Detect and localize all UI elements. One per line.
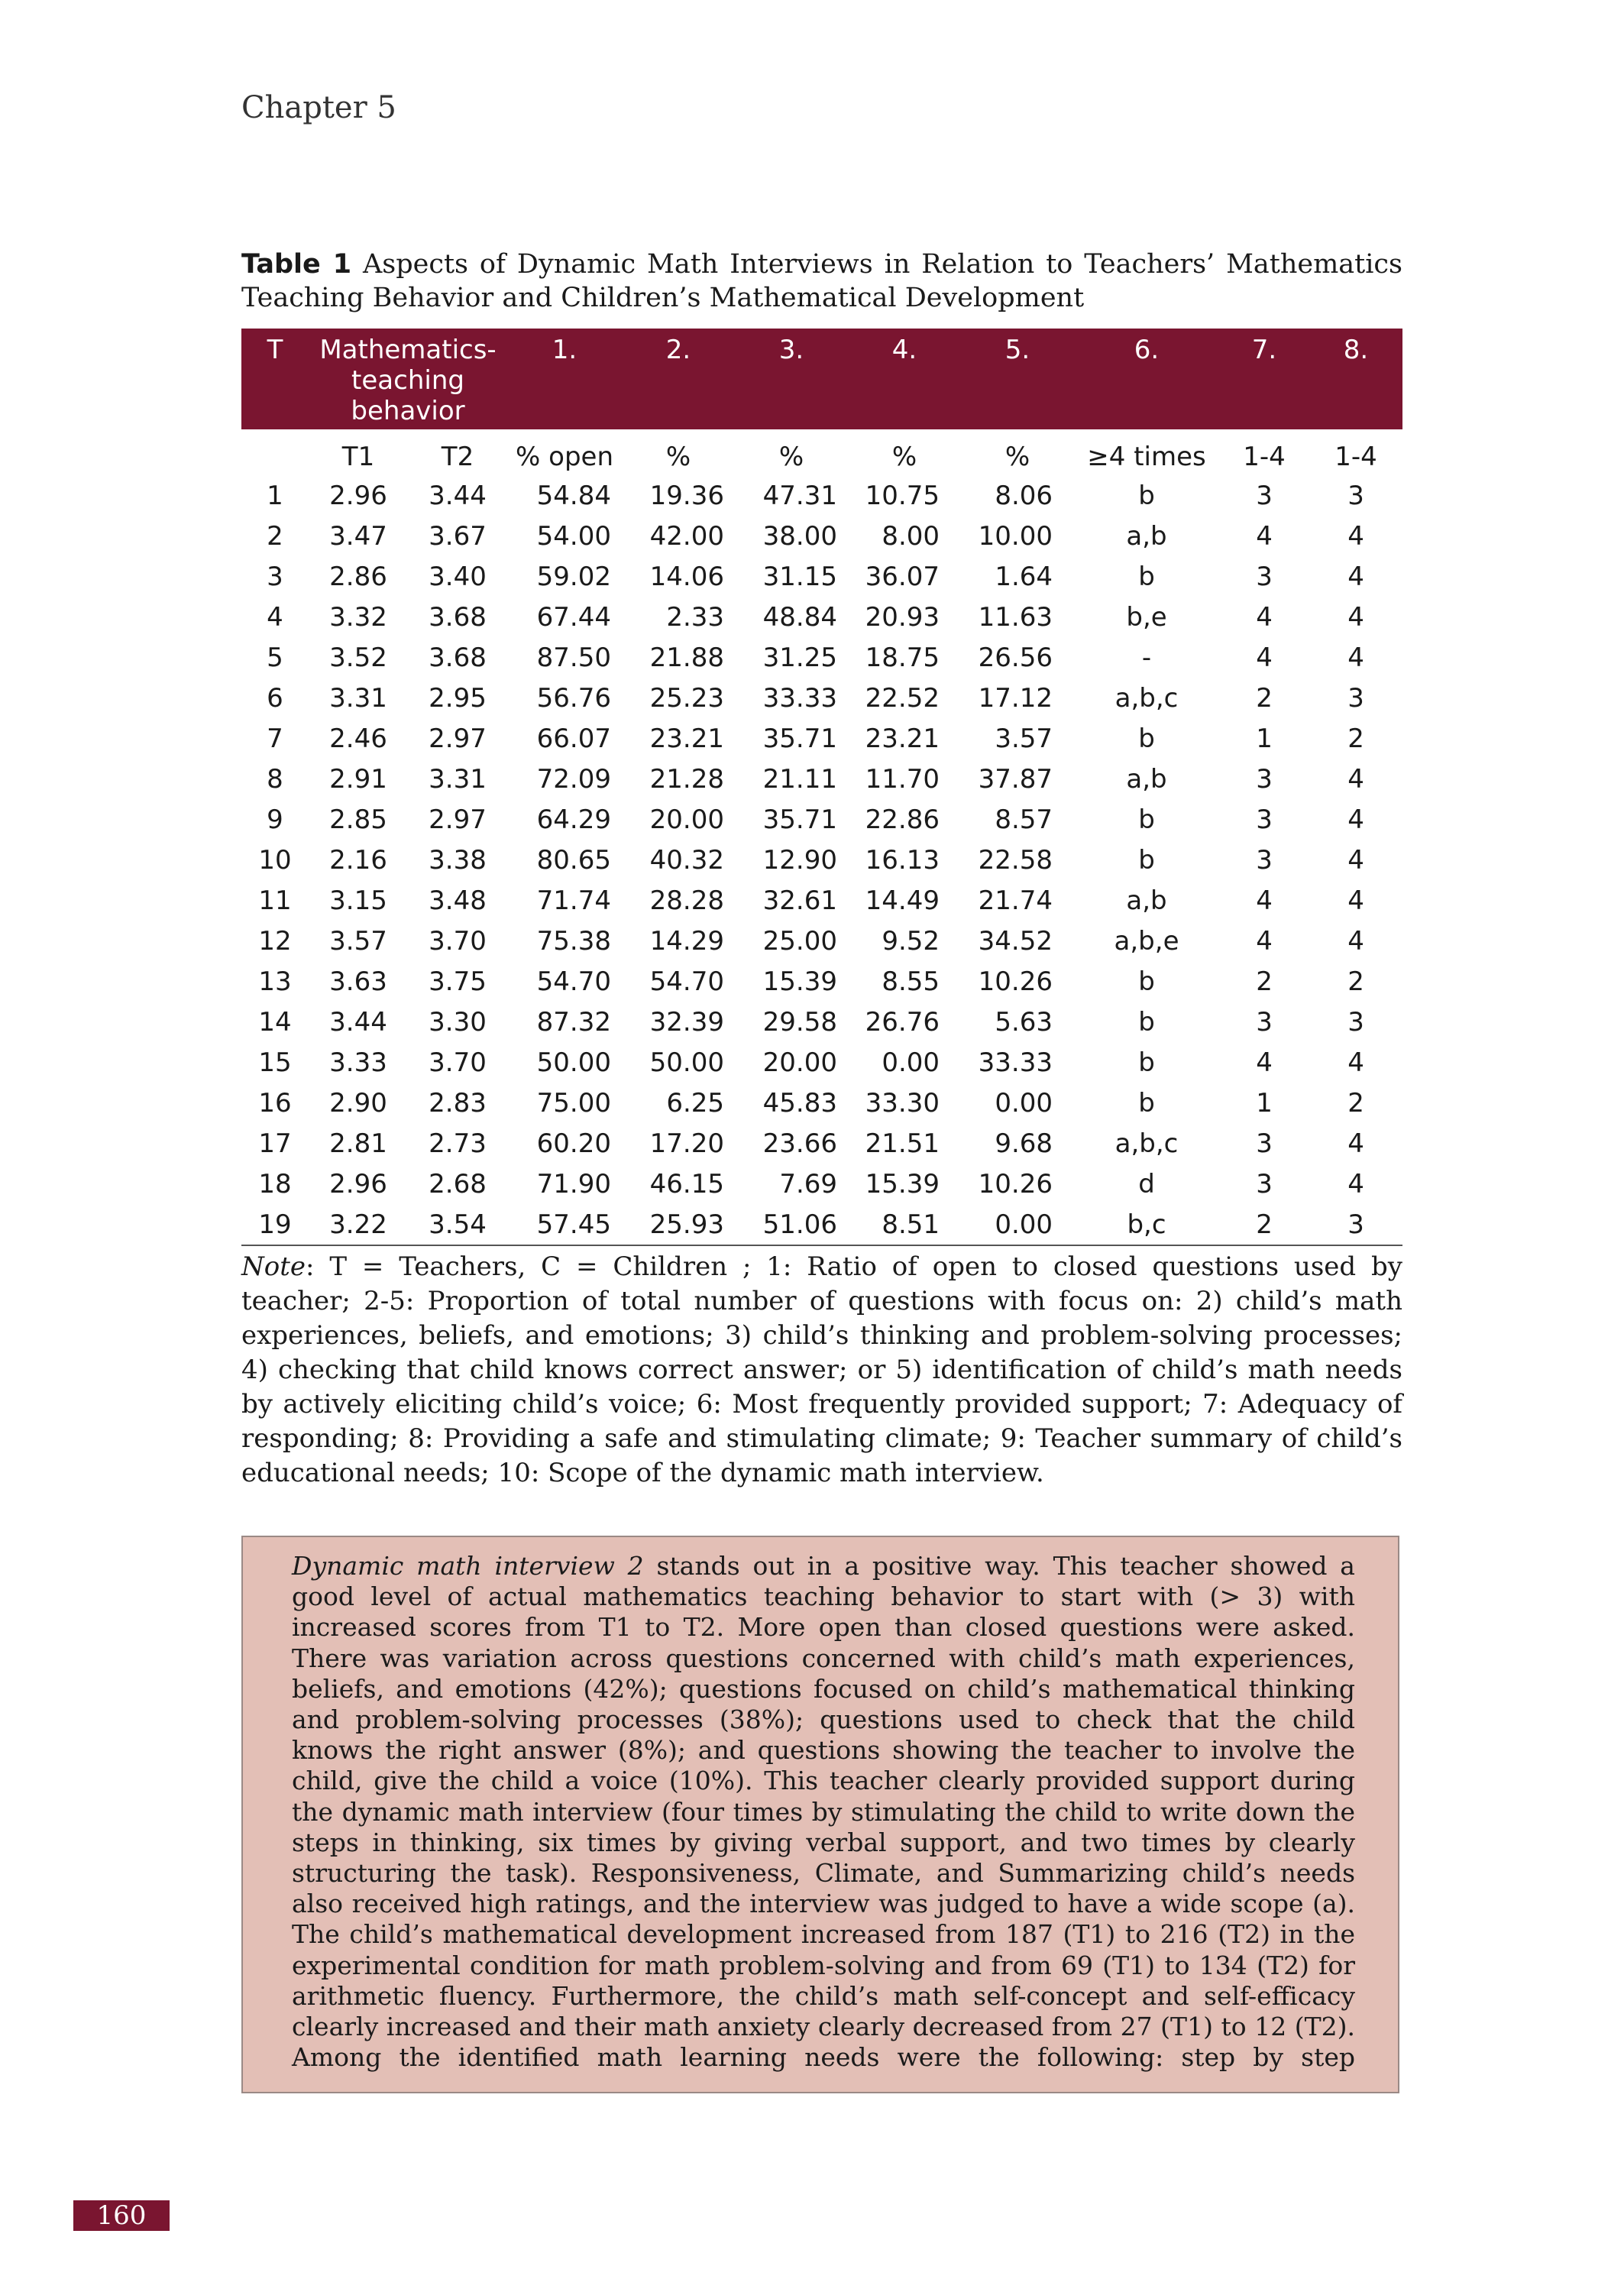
table-cell: 3.31 [429,763,487,795]
table-cell: 4 [1347,763,1364,795]
table-cell: 5 [267,642,283,673]
table-cell: 28.28 [649,885,725,916]
table-row [241,637,1402,678]
case-box-text [292,1551,1355,2073]
table-cell: 4 [1347,925,1364,957]
table-cell: a,b,e [1114,925,1179,957]
table-cell: 14.29 [649,925,725,957]
table-cell: 54.70 [536,966,612,997]
header-cell: 8. [1309,329,1402,429]
table-cell: 14 [258,1006,292,1038]
table-cell: 9.68 [995,1128,1053,1159]
table-cell: 3.48 [429,885,487,916]
table-cell: 3 [1256,1168,1273,1199]
table-cell: 7.69 [779,1168,838,1199]
table-cell: 37.87 [978,763,1053,795]
table-cell: 8.55 [882,966,940,997]
table-cell: 23.21 [865,723,940,754]
table-cell: 2.91 [329,763,387,795]
table-cell: a,b,c [1114,1128,1179,1159]
table-cell: 3.32 [329,601,387,633]
subheader-cell: % [778,442,804,472]
table-cell: 15.39 [762,966,838,997]
case-box-body: stands out in a positive way. This teacher showed a good level of actual mathematics teaching behavior to start with (> 3) with increased scores from T1 to T2. More open than closed questions were asked. There was variation across questions concerned with child’s math experiences, beliefs, and emotions (42%); questions focused on child’s mathematical thinking and problem-solving processes (38%); questions used to check that the child knows the right answer (8%); and questions showing the teacher to involve the child, give the child a voice (10%). This teacher clearly provided support during the dynamic math interview (four times by stimulating the child to write down the steps in thinking, six times by giving verbal support, and two times by clearly structuring the task). Responsiveness, Climate, and Summarizing child’s needs also received high ratings, and the interview was judged to have a wide scope (a). The child’s mathematical development increased from 187 (T1) to 216 (T2) in the experimental condition for math problem-solving and from 69 (T1) to 134 (T2) for arithmetic fluency. Furthermore, the child’s math self-concept and self-efficacy clearly increased and their math anxiety clearly decreased from 27 (T1) to 12 (T2). Among the identified math learning needs were the following: step by step [292,1551,1355,2073]
table-cell: 67.44 [536,601,612,633]
table-cell: 54.84 [536,480,612,511]
table-cell: 2 [1256,966,1273,997]
table-row [241,759,1402,799]
table-cell: 1 [1256,723,1273,754]
table-cell: 71.74 [536,885,612,916]
table-cell: 3.68 [429,601,487,633]
table-cell: 3.44 [429,480,487,511]
table-cell: b [1138,1047,1155,1078]
table-cell: 71.90 [536,1168,612,1199]
table-cell: 4 [1347,885,1364,916]
table-cell: 14.06 [649,561,725,592]
subheader-cell: 1-4 [1334,442,1377,472]
subheader-cell: T2 [441,442,474,472]
table-cell: 2 [1347,1087,1364,1118]
table-cell: 18.75 [865,642,940,673]
table-cell: 2.97 [429,723,487,754]
table-cell: 26.56 [978,642,1053,673]
table-cell: 13 [258,966,292,997]
table-row [241,475,1402,516]
table-cell: 2.85 [329,804,387,835]
table-cell: 45.83 [762,1087,838,1118]
table-cell: 15.39 [865,1168,940,1199]
subheader-cell: % [665,442,691,472]
table-cell: 3 [1256,804,1273,835]
table-cell: 4 [1347,601,1364,633]
table-cell: 3 [1347,682,1364,714]
table-cell: 3.57 [329,925,387,957]
table-cell: 20.93 [865,601,940,633]
table-cell: b [1138,804,1155,835]
table-cell: 3.63 [329,966,387,997]
table-cell: 31.15 [762,561,838,592]
table-cell: 3 [1256,561,1273,592]
table-cell: 16 [258,1087,292,1118]
table-cell: 48.84 [762,601,838,633]
table-cell: 57.45 [507,1204,622,1245]
table-cell: 54.70 [649,966,725,997]
table-row [241,1083,1402,1123]
header-cell: 6. [1074,329,1219,429]
table-cell: 3.38 [429,844,487,876]
table-cell: 2.83 [429,1087,487,1118]
table-cell: 3 [1256,1128,1273,1159]
table-cell: 3 [1347,480,1364,511]
table-cell: 3.47 [329,520,387,552]
table-cell: 4 [1256,642,1273,673]
table-cell: 14.49 [865,885,940,916]
table-cell: 4 [1256,925,1273,957]
table-cell: 8.51 [848,1204,961,1245]
table-cell: 3 [1256,1006,1273,1038]
header-cell: 1. [507,329,622,429]
header-cell: 2. [622,329,735,429]
table-cell: 1 [267,480,283,511]
table-cell: b [1138,1087,1155,1118]
table-cell: 10.75 [865,480,940,511]
table-cell: b [1138,723,1155,754]
table-cell: 0.00 [995,1087,1053,1118]
table-cell: 4 [1256,1047,1273,1078]
table-cell: 5.63 [995,1006,1053,1038]
table-cell: 23.21 [649,723,725,754]
table-cell: 2 [267,520,283,552]
table-cell: 7 [267,723,283,754]
table-cell: 32.61 [762,885,838,916]
header-cell: Mathematics-teaching behavior [309,329,507,429]
table-cell: 4 [1347,804,1364,835]
table-row [241,921,1402,961]
table-cell: 4 [1256,601,1273,633]
table-cell: 12 [258,925,292,957]
table-cell: 0.00 [882,1047,940,1078]
table-cell: 21.51 [865,1128,940,1159]
table-cell: 36.07 [865,561,940,592]
subheader-cell: % [1004,442,1030,472]
table-cell: 59.02 [536,561,612,592]
table-cell: 22.52 [865,682,940,714]
table-cell: 9 [267,804,283,835]
table-cell: 31.25 [762,642,838,673]
table-cell: 34.52 [978,925,1053,957]
note-label: Note [241,1251,306,1282]
table-cell: 1.64 [995,561,1053,592]
case-box [241,1536,1399,2093]
table-cell: 3.75 [429,966,487,997]
table-cell: 2.86 [329,561,387,592]
table-cell: 19 [241,1204,309,1245]
table-cell: 8.00 [882,520,940,552]
table-cell: 3.68 [429,642,487,673]
table-cell: 25.00 [762,925,838,957]
table-cell: 22.86 [865,804,940,835]
subheader-cell: ≥4 times [1087,442,1206,472]
table-cell: 21.28 [649,763,725,795]
table-cell: 33.33 [978,1047,1053,1078]
table-cell: 2 [1347,966,1364,997]
subheader-cell: 1-4 [1243,442,1286,472]
table-cell: 4 [1256,885,1273,916]
header-cell: 3. [735,329,848,429]
table-cell: 18 [258,1168,292,1199]
table-row [241,799,1402,840]
table-row [241,556,1402,597]
table-cell: 2.96 [329,480,387,511]
table-cell: 80.65 [536,844,612,876]
header-cell: T [241,329,309,429]
table-cell: 23.66 [762,1128,838,1159]
table-caption-label: Table 1 [241,249,352,280]
table-row [241,516,1402,556]
table-cell: 21.88 [649,642,725,673]
table-cell: b,e [1126,601,1167,633]
table-cell: 8.57 [995,804,1053,835]
table-cell: 4 [1347,561,1364,592]
table-cell: 16.13 [865,844,940,876]
table-row [241,678,1402,718]
table-cell: 17.12 [978,682,1053,714]
table-header-row [241,329,1402,429]
table-cell: 3 [1256,844,1273,876]
table-cell: a,b [1126,763,1167,795]
table-cell: 9.52 [882,925,940,957]
subheader-cell: T1 [341,442,375,472]
table-cell: 35.71 [762,723,838,754]
table-cell: - [1141,642,1152,673]
table-cell: 20.00 [649,804,725,835]
table-cell: 12.90 [762,844,838,876]
table-cell: 75.00 [536,1087,612,1118]
table-cell: 3.40 [429,561,487,592]
table-cell: 0.00 [961,1204,1074,1245]
table-cell: 8 [267,763,283,795]
table-cell: a,b [1126,885,1167,916]
table-cell: 10.00 [978,520,1053,552]
table-cell: 3 [1256,763,1273,795]
table-cell: 33.33 [762,682,838,714]
table-row [241,597,1402,637]
table-cell: 3.67 [429,520,487,552]
table-cell: 4 [1347,1128,1364,1159]
page-number: 160 [73,2200,170,2231]
table-cell: 4 [1347,844,1364,876]
table-cell: b [1138,480,1155,511]
table-cell: 3 [267,561,283,592]
table-cell: 3.22 [309,1204,408,1245]
table-row [241,1204,1402,1245]
table-row [241,1042,1402,1083]
table-cell: 2.96 [329,1168,387,1199]
subheader-cell [241,429,309,475]
table-cell: 72.09 [536,763,612,795]
table-cell: 3 [1309,1204,1402,1245]
table-cell: 47.31 [762,480,838,511]
table-cell: 2.73 [429,1128,487,1159]
table-cell: 3.44 [329,1006,387,1038]
chapter-heading: Chapter 5 [241,90,396,125]
table-cell: 2.16 [329,844,387,876]
table-cell: 40.32 [649,844,725,876]
table-cell: b [1138,966,1155,997]
table-row [241,718,1402,759]
case-box-title: Dynamic math interview 2 [292,1551,644,1581]
table-cell: 2.33 [666,601,725,633]
table-cell: 22.58 [978,844,1053,876]
table-cell: a,b [1126,520,1167,552]
table-cell: 29.58 [762,1006,838,1038]
table-cell: 3.30 [429,1006,487,1038]
table-cell: 21.11 [762,763,838,795]
table-cell: 60.20 [536,1128,612,1159]
table-cell: d [1138,1168,1155,1199]
table-cell: 3.52 [329,642,387,673]
table-cell: 64.29 [536,804,612,835]
table-cell: 3.31 [329,682,387,714]
header-cell: 4. [848,329,961,429]
note-text: : T = Teachers, C = Children ; 1: Ratio of open to closed questions used by teacher; 2-5: Proportion of total number of questions with focus on: 2) child’s math experiences, beliefs, and emotions; 3) child’s thinking and problem-solving processes; 4) checking that child knows correct answer; or 5) identification of child’s math needs by actively eliciting child’s voice; 6: Most frequently provided support; 7: Adequacy of responding; 8: Providing a safe and stimulating climate; 9: Teacher summary of child’s educational needs; 10: Scope of the dynamic math interview. [241,1251,1402,1488]
table-cell: 4 [1347,1168,1364,1199]
table-cell: 75.38 [536,925,612,957]
table-cell: b,c [1074,1204,1219,1245]
table-cell: 10.26 [978,966,1053,997]
table-row [241,1123,1402,1164]
subheader-cell: % [891,442,917,472]
table-cell: 2.90 [329,1087,387,1118]
table-row [241,840,1402,880]
table-cell: 66.07 [536,723,612,754]
header-cell: 7. [1219,329,1309,429]
table-cell: 87.50 [536,642,612,673]
table-cell: 4 [1347,520,1364,552]
table-cell: 3.33 [329,1047,387,1078]
table-row [241,961,1402,1002]
table-cell: 3.70 [429,1047,487,1078]
table-cell: 4 [1256,520,1273,552]
table-row [241,880,1402,921]
table-cell: 33.30 [865,1087,940,1118]
table-cell: 6 [267,682,283,714]
table-subheader-row [241,429,1402,475]
table-cell: b [1138,1006,1155,1038]
table-cell: 3 [1347,1006,1364,1038]
table-cell: 50.00 [649,1047,725,1078]
table-cell: 3 [1256,480,1273,511]
table-cell: 4 [1347,642,1364,673]
table-cell: 6.25 [666,1087,725,1118]
table-cell: 10 [258,844,292,876]
subheader-cell: % open [516,442,613,472]
table-cell: 50.00 [536,1047,612,1078]
table-row [241,1002,1402,1042]
table-cell: 42.00 [649,520,725,552]
table-cell: 2.95 [429,682,487,714]
table-cell: 32.39 [649,1006,725,1038]
table-cell: 3.57 [995,723,1053,754]
results-table [241,329,1402,1246]
table-cell: 2 [1347,723,1364,754]
table-cell: 2.68 [429,1168,487,1199]
table-cell: 2.97 [429,804,487,835]
table-cell: 87.32 [536,1006,612,1038]
table-cell: 3.54 [408,1204,507,1245]
table-cell: 54.00 [536,520,612,552]
table-cell: a,b,c [1114,682,1179,714]
table-cell: 20.00 [762,1047,838,1078]
table-cell: 26.76 [865,1006,940,1038]
table-cell: 3.15 [329,885,387,916]
table-cell: 11.70 [865,763,940,795]
table-cell: 46.15 [649,1168,725,1199]
table-caption [241,248,1402,315]
table-cell: 11.63 [978,601,1053,633]
table-cell: 2.81 [329,1128,387,1159]
table-cell: b [1138,561,1155,592]
table-cell: 8.06 [995,480,1053,511]
table-cell: 17.20 [649,1128,725,1159]
table-cell: 38.00 [762,520,838,552]
table-cell: 17 [258,1128,292,1159]
table-cell: 2 [1256,682,1273,714]
table-cell: 3.70 [429,925,487,957]
table-cell: 10.26 [978,1168,1053,1199]
table-cell: 25.23 [649,682,725,714]
table-cell: 56.76 [536,682,612,714]
table-cell: 1 [1256,1087,1273,1118]
table-cell: 19.36 [649,480,725,511]
table-cell: 2.46 [329,723,387,754]
table-cell: b [1138,844,1155,876]
header-cell: 5. [961,329,1074,429]
table-cell: 25.93 [622,1204,735,1245]
table-note [241,1250,1402,1491]
table-cell: 21.74 [978,885,1053,916]
table-cell: 4 [267,601,283,633]
table-cell: 15 [258,1047,292,1078]
table-caption-text: Aspects of Dynamic Math Interviews in Relation to Teachers’ Mathematics Teaching Behavior and Children’s Mathematical Development [241,249,1402,313]
table-cell: 11 [258,885,292,916]
table-cell: 4 [1347,1047,1364,1078]
table-cell: 2 [1219,1204,1309,1245]
table-cell: 35.71 [762,804,838,835]
table-cell: 51.06 [735,1204,848,1245]
table-row [241,1164,1402,1204]
